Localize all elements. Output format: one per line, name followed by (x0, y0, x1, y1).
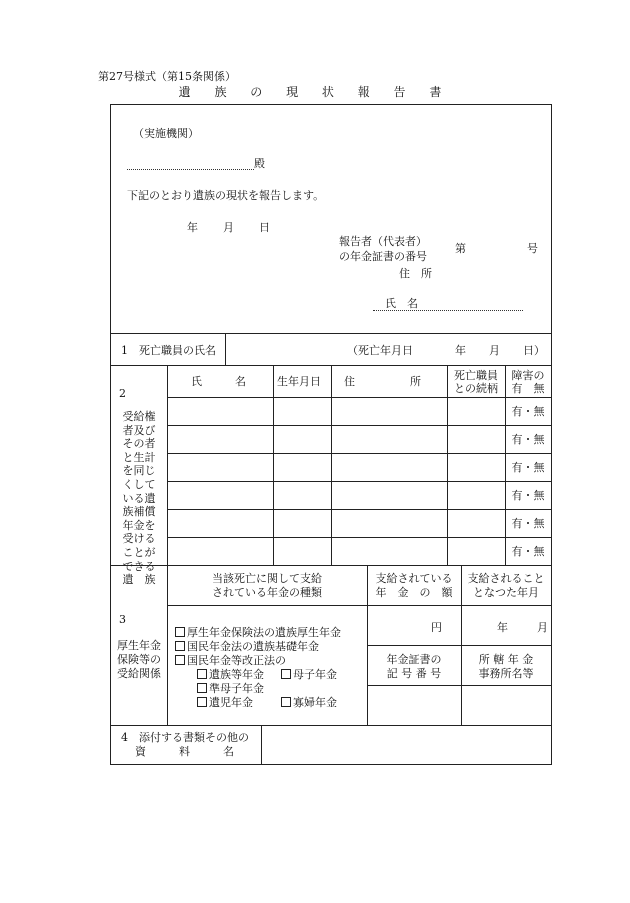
column-address-header: 住 所 (344, 375, 421, 388)
divider (167, 365, 168, 565)
disability-choice[interactable]: 有・無 (511, 489, 545, 502)
checkbox[interactable] (281, 697, 291, 707)
divider (261, 725, 262, 765)
divider (167, 537, 551, 538)
divider (367, 685, 551, 686)
reporter-name-label: 氏 名 (385, 297, 418, 310)
pension-start-header: 支給されること (467, 572, 545, 585)
pension-suboption[interactable]: 遺児年金 (197, 696, 253, 709)
divider (111, 333, 551, 334)
divider (331, 365, 332, 565)
column-birth-header: 生年月日 (277, 375, 321, 388)
checkbox[interactable] (197, 683, 207, 693)
report-statement: 下記のとおり遺族の現状を報告します。 (127, 189, 325, 202)
divider (111, 565, 551, 566)
pension-office-label: 所 轄 年 金 (478, 653, 534, 666)
section3-description-2: 保険等の (117, 653, 161, 666)
certificate-dai: 第 (455, 242, 466, 255)
checkbox[interactable] (281, 669, 291, 679)
date-day: 日 (259, 221, 270, 234)
reporter-address-label: 住 所 (399, 267, 432, 280)
pension-cert-label-2: 記 号 番 号 (386, 667, 442, 680)
institution-label: （実施機関） (133, 127, 199, 140)
divider (111, 725, 551, 726)
divider (167, 425, 551, 426)
checkbox[interactable] (175, 641, 185, 651)
addressee-suffix: 殿 (254, 157, 265, 170)
date-month: 月 (223, 221, 234, 234)
divider (273, 365, 274, 565)
disability-choice[interactable]: 有・無 (511, 405, 545, 418)
column-disability-header: 障害の (511, 369, 545, 382)
yen-unit: 円 (431, 621, 442, 634)
pension-suboption[interactable]: 寡婦年金 (281, 696, 337, 709)
form-frame (110, 104, 552, 765)
divider (167, 453, 551, 454)
pension-option[interactable]: 厚生年金保険法の遺族厚生年金 (175, 626, 341, 639)
divider (167, 481, 551, 482)
pension-type-header: 当該死亡に関して支給 (212, 572, 322, 585)
disability-choice[interactable]: 有・無 (511, 461, 545, 474)
certificate-go: 号 (527, 242, 538, 255)
reporter-name-line[interactable] (373, 310, 523, 311)
section1-day: 日） (523, 344, 545, 357)
pension-amount-header-2: 年 金 の 額 (375, 586, 453, 599)
section1-year: 年 (455, 344, 466, 357)
addressee-line[interactable] (127, 169, 254, 170)
column-relation-header: 死亡職員 (454, 369, 498, 382)
section2-number: 2 (119, 387, 126, 400)
document-title: 遺 族 の 現 状 報 告 書 (178, 85, 452, 99)
section2-description: 受給権者及びその者と生計を同じくしている遺族補償年金を受けることができる遺 族 (122, 410, 156, 587)
date-year: 年 (187, 221, 198, 234)
pension-cert-label: 年金証書の (386, 653, 442, 666)
pension-type-header-2: されている年金の種類 (212, 586, 322, 599)
checkbox[interactable] (197, 697, 207, 707)
section4-label: 4 添付する書類その他の (121, 731, 249, 744)
section1-label: 1 死亡職員の氏名 (121, 344, 216, 357)
section3-description: 厚生年金 (117, 639, 161, 652)
disability-choice[interactable]: 有・無 (511, 433, 545, 446)
column-name-header: 氏 名 (191, 375, 246, 388)
certificate-number-label: の年金証書の番号 (339, 250, 427, 263)
pension-option[interactable]: 国民年金等改正法の (175, 654, 286, 667)
section3-number: 3 (119, 613, 126, 626)
divider (447, 365, 448, 565)
divider (167, 509, 551, 510)
divider (167, 605, 551, 606)
pension-option[interactable]: 国民年金法の遺族基礎年金 (175, 640, 319, 653)
section3-description-3: 受給関係 (117, 667, 161, 680)
pension-office-label-2: 事務所名等 (478, 667, 534, 680)
form-number: 第27号様式（第15条関係） (98, 70, 236, 83)
checkbox[interactable] (197, 669, 207, 679)
reporter-label: 報告者（代表者） (339, 235, 427, 248)
pension-amount-header: 支給されている (375, 572, 453, 585)
checkbox[interactable] (175, 627, 185, 637)
pension-start-header-2: となつた年月 (473, 586, 539, 599)
start-month: 月 (537, 621, 548, 634)
pension-suboption[interactable]: 母子年金 (281, 668, 337, 681)
section1-month: 月 (489, 344, 500, 357)
pension-suboption[interactable]: 準母子年金 (197, 682, 264, 695)
column-relation-header-2: との続柄 (454, 382, 498, 395)
disability-choice[interactable]: 有・無 (511, 517, 545, 530)
column-disability-header-2: 有 無 (511, 382, 545, 395)
pension-suboption[interactable]: 遺族等年金 (197, 668, 264, 681)
divider (225, 333, 226, 365)
checkbox[interactable] (175, 655, 185, 665)
divider (167, 397, 551, 398)
section4-label-2: 資 料 名 (135, 745, 234, 758)
divider (367, 645, 551, 646)
start-year: 年 (497, 621, 508, 634)
disability-choice[interactable]: 有・無 (511, 545, 545, 558)
section1-death-date: （死亡年月日 (347, 344, 413, 357)
